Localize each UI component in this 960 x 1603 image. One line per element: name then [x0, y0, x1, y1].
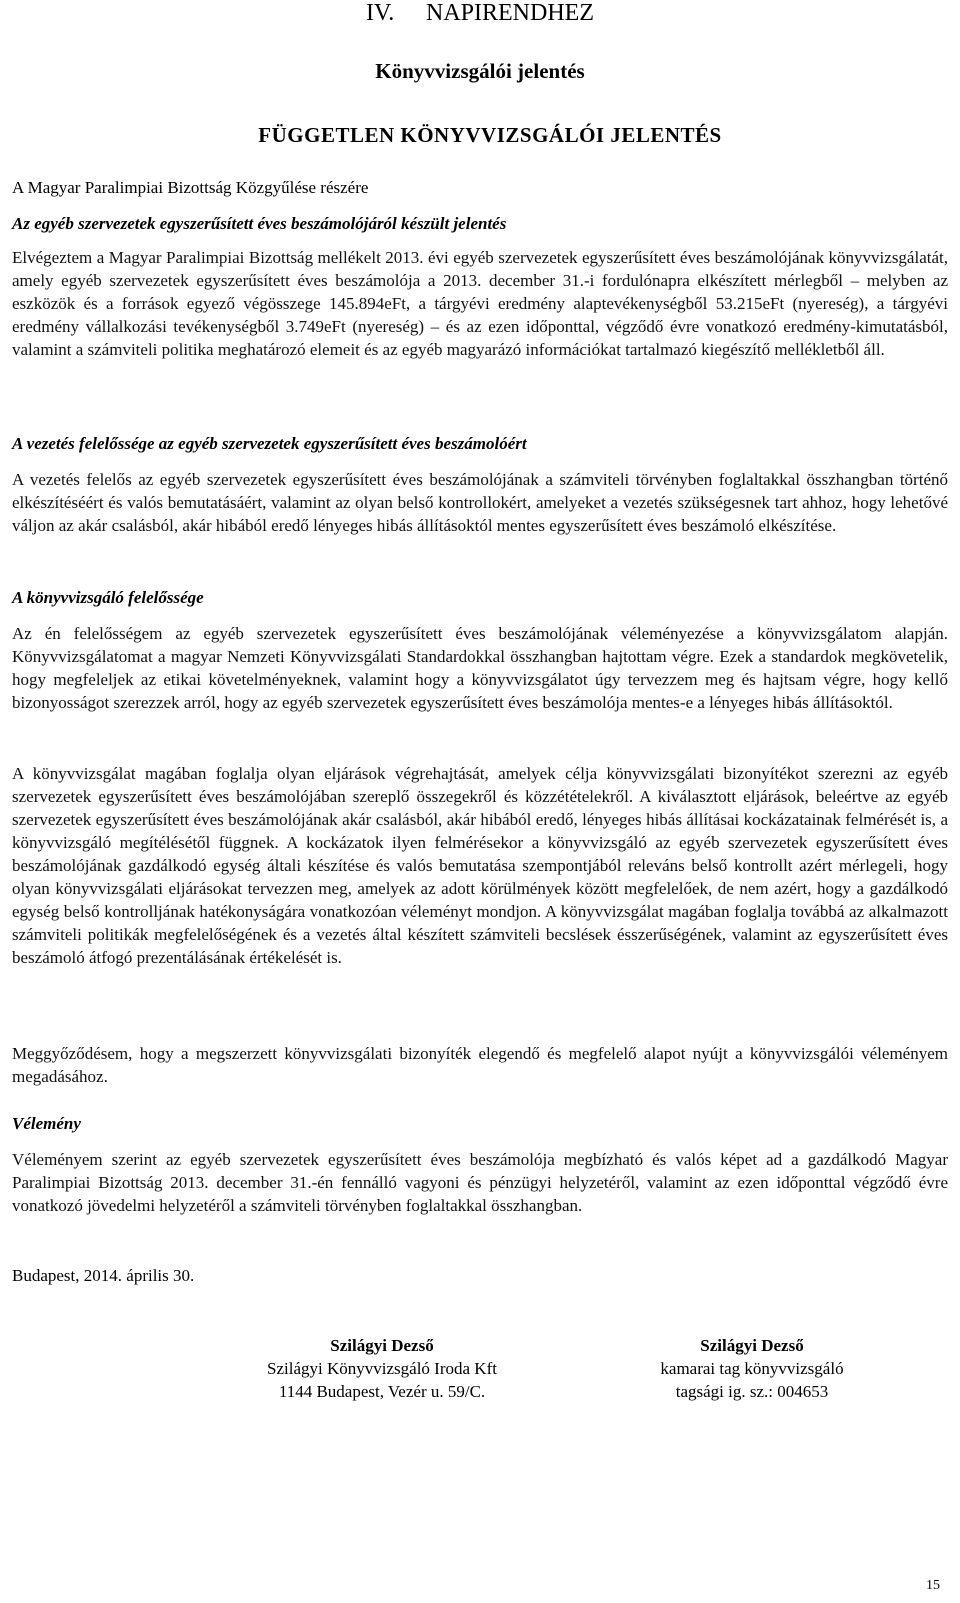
auditor-text-1-section: [12, 622, 948, 714]
audit-report: [12, 122, 948, 1401]
signature-right: [612, 1334, 892, 1403]
auditor-paragraph-2: A könyvvizsgálat magában foglalja olyan eljárások végrehajtását, amelyek célja könyvvizsgálati bizonyítékot szerezni az egyéb szervezetek egyszerűsített éves beszámolójában szereplő összegekről és közzétételekről. A kiválasztott eljárások, beleértve az egyéb szervezetek egyszerűsített éves beszámolójának akár csalásból, akár hibából eredő, lényeges hibás állításai kockázatainak felmérését is, a könyvvizsgáló megítélésétől függnek. A kockázatok ilyen felmérésekor a könyvvizsgáló az egyéb szervezetek egyszerűsített éves beszámolójának gazdálkodó egység általi készítése és valós bemutatása szempontjából releváns belső kontrollt azért mérlegeli, hogy olyan könyvvizsgálati eljárásokat tervezzen meg, amelyek az adott körülmények között megfelelőek, de nem azért, hogy a gazdálkodó egység belső kontrolljának hatékonyságára vonatkozóan véleményt mondjon. A könyvvizsgálat magában foglalja továbbá az alkalmazott számviteli politikák megfelelőségének és a vezetés által készített számviteli becslések ésszerűségének, valamint az egyszerűsített éves beszámoló átfogó prezentálásának értékelését is.: [12, 764, 948, 967]
chapter-number: IV.: [366, 0, 395, 26]
signature-left-line2: 1144 Budapest, Vezér u. 59/C.: [278, 1382, 486, 1401]
opinion-text-section: [12, 1148, 948, 1217]
signature-right-line1: kamarai tag könyvvizsgáló: [660, 1359, 844, 1378]
chapter-label: NAPIRENDHEZ: [426, 0, 594, 26]
opinion-heading: Vélemény: [12, 1114, 81, 1133]
intro-paragraph: Elvégeztem a Magyar Paralimpiai Bizottság mellékelt 2013. évi egyéb szervezetek egyszerűsített éves beszámolójának könyvvizsgálatát, amely egyéb szervezetek egyszerűsített éves beszámolója a 2013. december 31.-i fordulónapra elkészített mérlegből – melyben az eszközök és a források egyező végösszege 145.894eFt, a tárgyévi eredmény alaptevékenységből 53.215eFt (nyereség), a tárgyévi eredmény vállalkozási tevékenységből 3.749eFt (nyereség) – és az ezen időponttal, végződő évre vonatkozó eredmény-kimutatásból, valamint a számviteli politika meghatározó elemeit és az egyéb magyarázó információkat tartalmazó kiegészítő mellékletből áll.: [12, 248, 948, 359]
report-addressee: A Magyar Paralimpiai Bizottság Közgyűlése részére: [12, 178, 369, 197]
opinion-paragraph: Véleményem szerint az egyéb szervezetek egyszerűsített éves beszámolója megbízható és valós képet ad a gazdálkodó Magyar Paralimpiai Bizottság 2013. december 31.-én fennálló vagyoni és pénzügyi helyzetéről, valamint az ezen időponttal végződő évre vonatkozó jövedelmi helyzetéről a számviteli törvényben foglaltakkal összhangban.: [12, 1150, 948, 1215]
signature-left-name: Szilágyi Dezső: [330, 1336, 434, 1355]
report-subtitle-section: [12, 212, 948, 235]
chapter-heading: [0, 0, 960, 26]
management-text-section: [12, 468, 948, 537]
management-section: [12, 432, 948, 455]
auditor-paragraph-1: Az én felelősségem az egyéb szervezetek egyszerűsített éves beszámolójának véleményezése a könyvvizsgálatom alapján. Könyvvizsgálatomat a magyar Nemzeti Könyvvizsgálati Standardokkal összhangban hajtottam végre. Ezek a standardok megkövetelik, hogy megfeleljek az etikai követelményeknek, valamint hogy a könyvvizsgálatot úgy tervezzem meg és hajtsam végre, hogy kellő bizonyosságot szerezzek arról, hogy az egyéb szervezetek egyszerűsített éves beszámolója mentes-e a lényeges hibás állításoktól.: [12, 624, 948, 712]
management-paragraph: A vezetés felelős az egyéb szervezetek egyszerűsített éves beszámolójának a számviteli törvényben foglaltakkal összhangban történő elkészítéséért és valós bemutatásáért, valamint az olyan belső kontrollokért, amelyeket a vezetés szükségesnek tart ahhoz, hogy lehetővé váljon az akár csalásból, akár hibából eredő lényeges hibás állításoktól mentes egyszerűsített éves beszámoló elkészítése.: [12, 470, 948, 535]
report-subtitle: Az egyéb szervezetek egyszerűsített éves beszámolójáról készült jelentés: [12, 214, 507, 233]
place-and-date: Budapest, 2014. április 30.: [12, 1266, 195, 1285]
auditor-heading: A könyvvizsgáló felelőssége: [12, 588, 204, 607]
page-number: 15: [926, 1578, 940, 1593]
management-heading: A vezetés felelőssége az egyéb szervezetek egyszerűsített éves beszámolóért: [12, 434, 527, 453]
signature-right-name: Szilágyi Dezső: [700, 1336, 804, 1355]
opinion-section: [12, 1112, 948, 1135]
auditor-text-2-section: [12, 762, 948, 969]
signature-left-line1: Szilágyi Könyvvizsgáló Iroda Kft: [267, 1359, 497, 1378]
auditor-section: [12, 586, 948, 609]
signature-right-line2: tagsági ig. sz.: 004653: [675, 1382, 829, 1401]
report-title: FÜGGETLEN KÖNYVVIZSGÁLÓI JELENTÉS: [258, 123, 722, 147]
auditor-text-3-section: [12, 1042, 948, 1088]
signature-left: [222, 1334, 542, 1403]
document-title: Könyvvizsgálói jelentés: [375, 59, 585, 83]
intro-section: [12, 246, 948, 361]
auditor-paragraph-3: Meggyőződésem, hogy a megszerzett könyvvizsgálati bizonyíték elegendő és megfelelő alapot nyújt a könyvvizsgálói véleményem megadásához.: [12, 1044, 948, 1086]
